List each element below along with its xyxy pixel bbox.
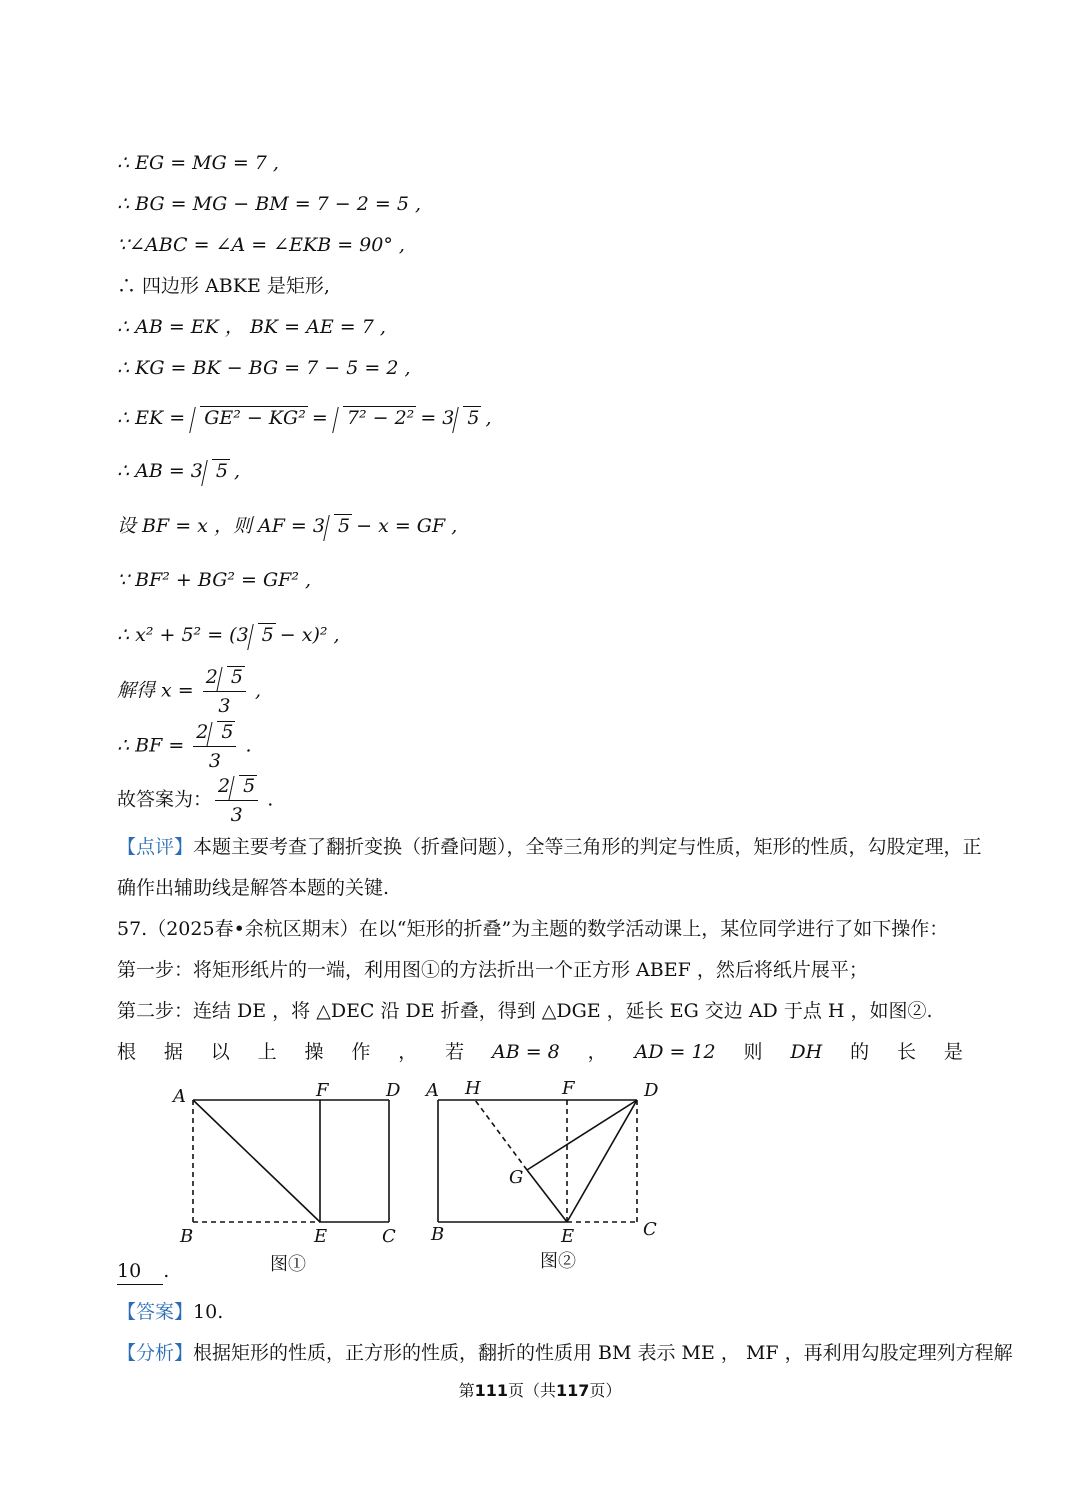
solution-line-6: ∴ KG = BK − BG = 7 − 5 = 2 , <box>117 357 411 379</box>
solution-line-14: 故答案为： $\frac{2 5}{3}$ . <box>117 775 274 826</box>
fig2-label-H: H <box>465 1078 481 1099</box>
solution-line-11: ∴ x² + 5² = (3 5 − x)² , <box>117 624 340 646</box>
solution-line-2: ∴ BG = MG − BM = 7 − 2 = 5 , <box>117 193 422 215</box>
analysis-line: 【分析】根据矩形的性质，正方形的性质，翻折的性质用 BM 表示 ME ， MF ，再利用勾股定理列方程解 <box>117 1342 1013 1364</box>
sqrt-1: GE² − KG² <box>192 405 306 431</box>
fig2-label-G: G <box>509 1167 524 1188</box>
analysis-tag: 【分析】 <box>117 1342 194 1364</box>
solution-line-12: 解得 x = $\frac{2 5}{3}$ , <box>117 666 262 717</box>
fraction: $\frac{2 5}{3}$ <box>215 774 258 827</box>
solution-line-13: ∴ BF = $\frac{2 5}{3}$ . <box>117 721 252 772</box>
solution-line-9: 设 BF = x ，则 AF = 3 5 − x = GF , <box>117 515 458 537</box>
fig1-label-A: A <box>173 1086 186 1107</box>
answer-blank: 10 <box>117 1258 163 1285</box>
fig2-edge-GE <box>527 1170 567 1222</box>
solution-line-3: ∵∠ABC = ∠A = ∠EKB = 90° , <box>117 234 405 256</box>
figures <box>0 1070 1080 1285</box>
fraction: $\frac{2 5}{3}$ <box>203 665 246 718</box>
solution-line-7: ∴ EK = GE² − KG² = 7² − 2² = 3 5 , <box>117 407 492 429</box>
solution-line-1: ∴ EG = MG = 7 , <box>117 152 279 174</box>
fig2-edge-DG <box>527 1100 637 1170</box>
fig2-caption: 图② <box>540 1251 576 1272</box>
solution-line-10: ∵ BF² + BG² = GF² , <box>117 569 312 591</box>
fig2-label-E: E <box>561 1226 575 1247</box>
problem-step-1: 第一步：将矩形纸片的一端，利用图①的方法折出一个正方形 ABEF ，然后将纸片展平； <box>117 959 868 981</box>
problem-header: 57.（2025春•余杭区期末）在以“矩形的折叠”为主题的数学活动课上，某位同学进行了如下操作： <box>117 918 949 940</box>
fig1-fold-AE <box>193 1100 320 1222</box>
problem-number: 57. <box>117 918 148 940</box>
fig1-label-B: B <box>180 1226 194 1247</box>
review-tag: 【点评】 <box>117 836 194 858</box>
answer-blank-line: 10 . <box>117 1258 169 1285</box>
answer-line: 【答案】10. <box>117 1301 224 1323</box>
review-line-2: 确作出辅助线是解答本题的关键. <box>117 877 390 899</box>
fig2-label-A: A <box>426 1080 439 1101</box>
answer-tag: 【答案】 <box>117 1301 194 1323</box>
page-number: 111 <box>474 1381 508 1400</box>
fig1-label-D: D <box>386 1080 401 1101</box>
fig2-label-C: C <box>643 1219 657 1240</box>
sqrt-3: 5 <box>455 405 479 431</box>
page-total: 117 <box>556 1381 590 1400</box>
fig2-dash-GH <box>475 1100 527 1170</box>
fig2-label-D: D <box>644 1080 659 1101</box>
solution-line-5: ∴ AB = EK ， BK = AE = 7 , <box>117 316 386 338</box>
problem-question: 根 据 以 上 操 作 ， 若 AB = 8 ， AD = 12 则 DH 的 长 是 <box>117 1041 963 1063</box>
page-footer: 第111页（共117页） <box>458 1381 622 1400</box>
review-line-1: 【点评】本题主要考查了翻折变换（折叠问题），全等三角形的判定与性质，矩形的性质，勾股定理，正 <box>117 836 982 858</box>
solution-line-8: ∴ AB = 3 5 , <box>117 460 241 482</box>
fig1-caption: 图① <box>270 1254 306 1275</box>
fig1-label-E: E <box>314 1226 328 1247</box>
fig1-label-F: F <box>316 1080 329 1101</box>
fig2-label-B: B <box>431 1224 445 1245</box>
problem-source: （2025春•余杭区期末） <box>147 918 359 940</box>
fig1-label-C: C <box>382 1226 396 1247</box>
fig2-edge-ED <box>567 1100 637 1222</box>
problem-step-2: 第二步：连结 DE ，将 △DEC 沿 DE 折叠，得到 △DGE ，延长 EG 交边 AD 于点 H ，如图②. <box>117 1000 933 1022</box>
fraction: $\frac{2 5}{3}$ <box>193 720 236 773</box>
sqrt-2: 7² − 2² <box>335 405 414 431</box>
fig2-label-F: F <box>562 1078 575 1099</box>
solution-line-4: ∴ 四边形 ABKE 是矩形, <box>117 275 330 297</box>
